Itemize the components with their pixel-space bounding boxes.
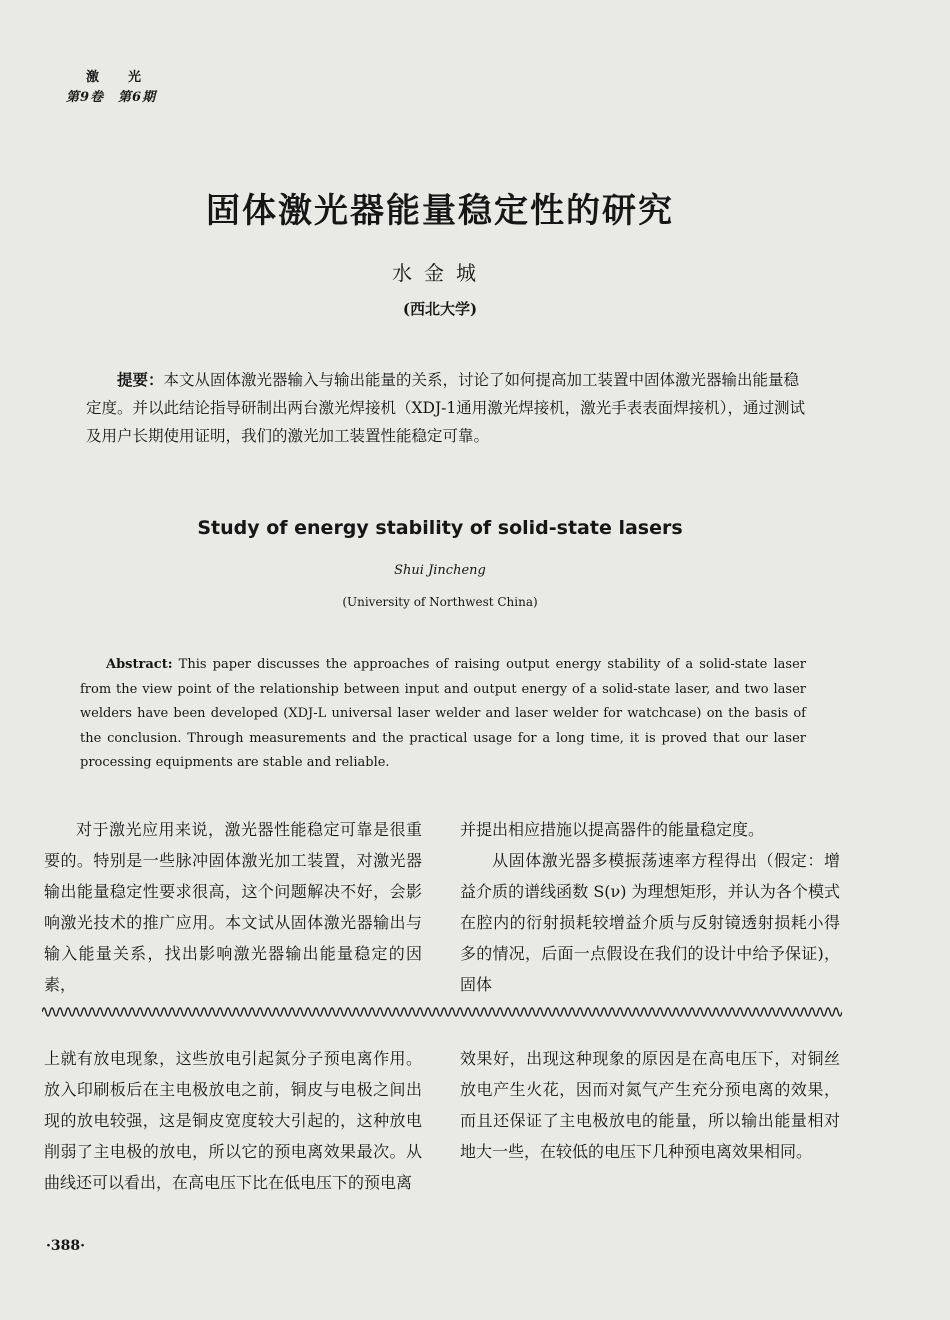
body-column-left xyxy=(44,814,422,1000)
page-number: ·388· xyxy=(46,1238,85,1254)
body-paragraph: 效果好，出现这种现象的原因是在高电压下，对铜丝放电产生火花，因而对氮气产生充分预电离的效果，而且还保证了主电极放电的能量，所以输出能量相对地大一些，在较低的电压下几种预电离效果相同。 xyxy=(460,1049,840,1161)
body-paragraph: 上就有放电现象，这些放电引起氮分子预电离作用。放入印刷板后在主电极放电之前，铜皮与电极之间出现的放电较强，这是铜皮宽度较大引起的，这种放电削弱了主电极的放电，所以它的预电离效果最次。从曲线还可以看出，在高电压下比在低电压下的预电离 xyxy=(44,1049,422,1192)
abstract-zh xyxy=(86,366,806,450)
continued-column-right xyxy=(460,1043,840,1167)
paper-title: 固体激光器能量稳定性的研究 xyxy=(206,191,674,231)
body-paragraph: 从固体激光器多模振荡速率方程得出（假定：增益介质的谱线函数 S(ν) 为理想矩形，并认为各个模式在腔内的衍射损耗较增益介质与反射镜透射损耗小得多的情况，后面一点假设在我们的设计中给予保证)，固体 xyxy=(460,851,840,994)
english-affiliation: (University of Northwest China) xyxy=(342,595,538,609)
body-column-right xyxy=(460,814,840,1000)
author-name: 水金城 xyxy=(392,261,488,285)
journal-issue: 第9卷 第6期 xyxy=(66,90,157,105)
author-affiliation: (西北大学) xyxy=(402,300,478,318)
english-title: Study of energy stability of solid-state lasers xyxy=(197,517,683,539)
body-paragraph: 对于激光应用来说，激光器性能稳定可靠是很重要的。特别是一些脉冲固体激光加工装置，对激光器输出能量稳定性要求很高，这个问题解决不好，会影响激光技术的推广应用。本文试从固体激光器输出与输入能量关系，找出影响激光器输出能量稳定的因素， xyxy=(44,820,422,994)
section-divider-wave xyxy=(42,1000,842,1024)
journal-name: 激 光 xyxy=(86,70,150,85)
journal-header xyxy=(66,68,156,108)
abstract-en xyxy=(80,653,806,776)
body-paragraph: 并提出相应措施以提高器件的能量稳定度。 xyxy=(460,820,765,839)
abstract-zh-label: 提要： xyxy=(117,370,164,389)
abstract-en-text: This paper discusses the approaches of raising output energy stability of a solid-state laser from the view point of the relationship between input and output energy of a solid-state laser, and two laser welders have been developed (XDJ-L universal laser welder and laser welder for watchcase) on the basis of the conclusion. Through measurements and the practical usage for a long time, it is proved that our laser processing equipments are stable and reliable. xyxy=(80,657,806,771)
english-author: Shui Jincheng xyxy=(394,563,486,578)
continued-column-left xyxy=(44,1043,422,1198)
abstract-en-label: Abstract: xyxy=(106,657,173,672)
abstract-zh-text: 本文从固体激光器输入与输出能量的关系，讨论了如何提高加工装置中固体激光器输出能量稳定度。并以此结论指导研制出两台激光焊接机（XDJ-1通用激光焊接机，激光手表表面焊接机），通过测试及用户长期使用证明，我们的激光加工装置性能稳定可靠。 xyxy=(86,371,806,445)
